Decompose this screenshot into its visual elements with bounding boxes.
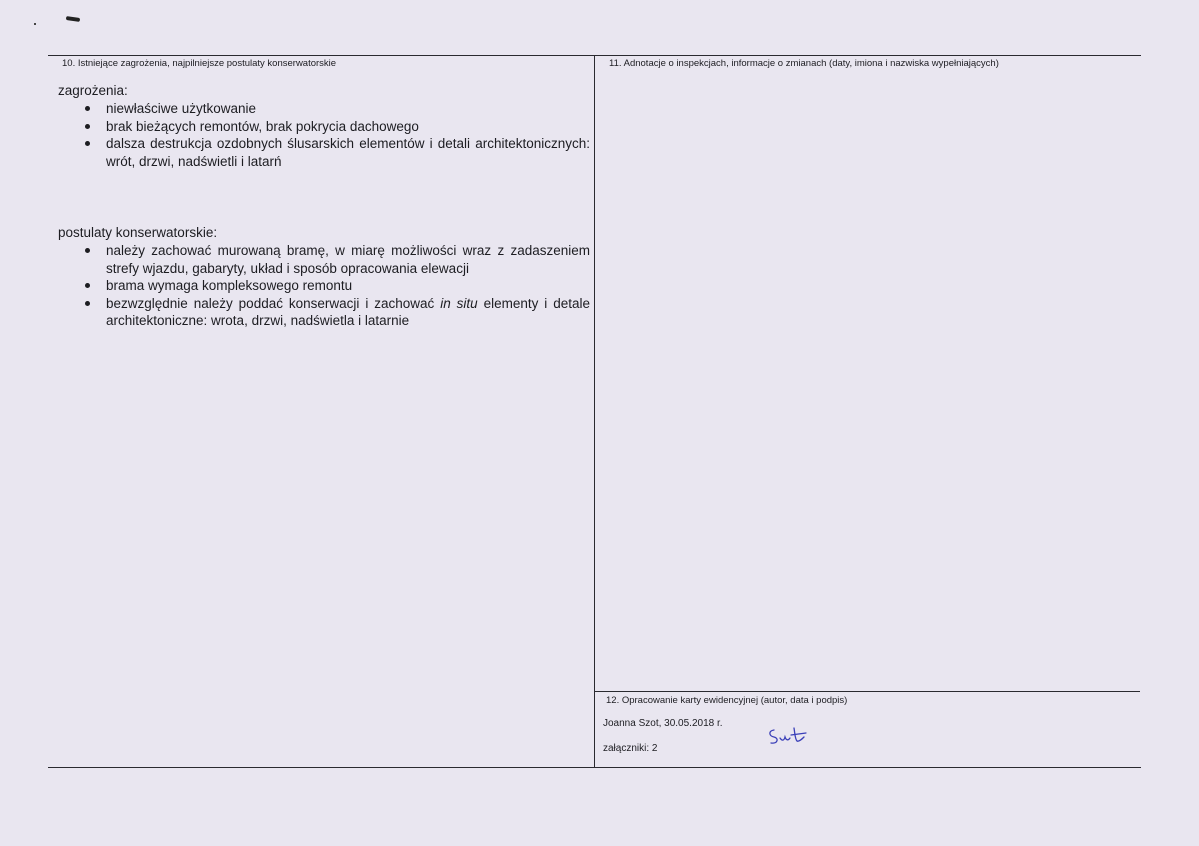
section10-header: 10. Istniejące zagrożenia, najpilniejsze postulaty konserwatorskie <box>62 58 337 69</box>
list-item <box>58 135 590 170</box>
list-item <box>58 277 590 295</box>
list-item-text: brak bieżących remontów, brak pokrycia dachowego <box>106 118 419 134</box>
list-item <box>58 242 590 277</box>
threats-list <box>58 100 590 170</box>
list-item <box>58 100 590 118</box>
attachments-count: załączniki: 2 <box>603 743 658 754</box>
bottom-rule <box>48 767 1141 768</box>
scan-dot <box>34 23 36 25</box>
scan-speck <box>66 16 80 22</box>
list-item-text: elementy i detale architektoniczne: wrota, drzwi, nadświetla i latarnie <box>106 295 590 328</box>
list-item-text: niewłaściwe użytkowanie <box>106 101 257 116</box>
italic-term: in situ <box>440 295 478 311</box>
list-item <box>58 295 590 330</box>
section11-header: 11. Adnotacje o inspekcjach, informacje o zmianach (daty, imiona i nazwiska wypełniających) <box>609 58 999 69</box>
bullet-icon <box>85 301 90 306</box>
author-date: Joanna Szot, 30.05.2018 r. <box>603 718 723 729</box>
threats-heading: zagrożenia: <box>58 83 128 98</box>
column-divider <box>594 55 595 767</box>
list-item-text: należy zachować murowaną bramę, w miarę możliwości wraz z zadaszeniem strefy wjazdu, gabaryty, układ i sposób opracowania elewacji <box>106 243 590 276</box>
handwritten-signature <box>766 726 812 748</box>
list-item-text: dalsza destrukcja ozdobnych ślusarskich elementów i detali architektonicznych: wrót, drzwi, nadświetli i latarń <box>106 136 590 169</box>
list-item-text: bezwzględnie należy poddać konserwacji i zachować <box>106 295 441 311</box>
postulates-heading: postulaty konserwatorskie: <box>58 225 218 240</box>
bullet-icon <box>85 141 90 146</box>
bullet-icon <box>85 283 90 288</box>
postulates-list <box>58 242 590 330</box>
bullet-icon <box>85 248 90 253</box>
bullet-icon <box>85 106 90 111</box>
section12-header: 12. Opracowanie karty ewidencyjnej (autor, data i podpis) <box>606 695 848 706</box>
bullet-icon <box>85 124 90 129</box>
section12-rule <box>594 691 1140 692</box>
list-item-text: brama wymaga kompleksowego remontu <box>106 278 353 293</box>
list-item <box>58 118 590 136</box>
